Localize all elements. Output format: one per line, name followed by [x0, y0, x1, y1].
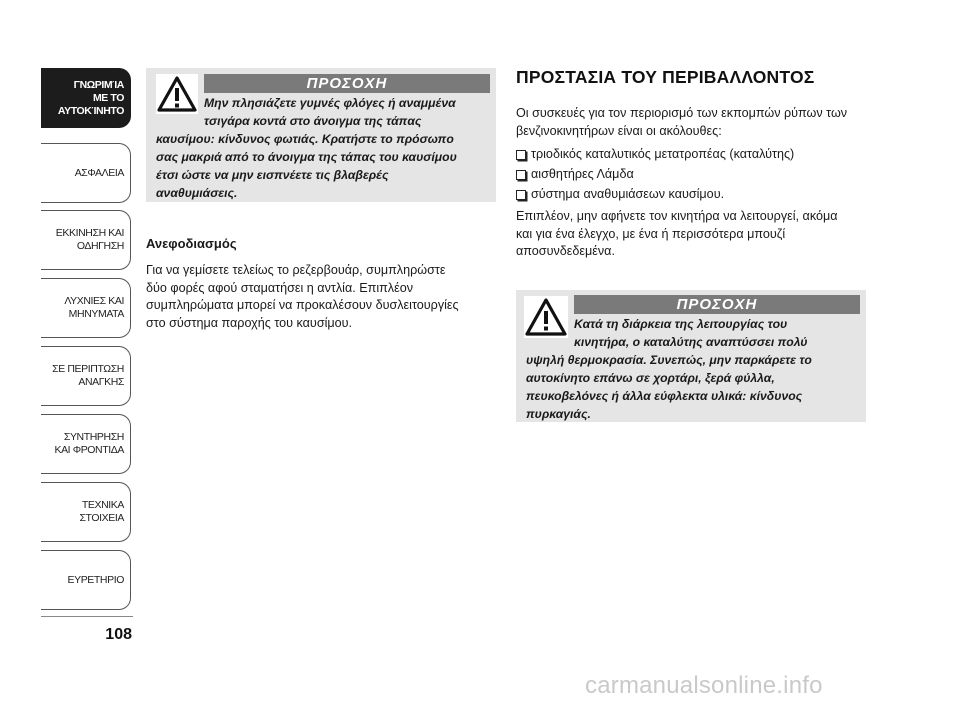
- warning-text: Κατά τη διάρκεια της λειτουργίας του κινητήρα, ο καταλύτης αναπτύσσει πολύ υψηλή θερμοκρασία. Συνεπώς, μην παρκάρετε το αυτοκίνητο επάνω σε χορτάρι, ξερά φύλλα, πευκοβελόνες ή άλλα εύφλεκτα υλικά: κίνδυνος πυρκαγιάς.: [526, 317, 812, 421]
- tab-maintenance[interactable]: ΣΥΝΤΗΡΗΣΗ ΚΑΙ ΦΡΟΝΤΙΔΑ: [41, 414, 131, 474]
- tab-emergency[interactable]: ΣΕ ΠΕΡΙΠΤΩΣΗ ΑΝΑΓΚΗΣ: [41, 346, 131, 406]
- checkbox-bullet-icon: [516, 150, 526, 160]
- page-number: 108: [105, 626, 132, 643]
- watermark: carmanualsonline.info: [585, 672, 823, 699]
- tab-safety[interactable]: ΑΣΦΑΛΕΙΑ: [41, 143, 131, 203]
- tab-technical-data[interactable]: ΤΕΧΝΙΚΑ ΣΤΟΙΧΕΙΑ: [41, 482, 131, 542]
- refuel-heading: Ανεφοδιασμός: [146, 236, 237, 251]
- tab-index[interactable]: ΕΥΡΕΤΗΡΙΟ: [41, 550, 131, 610]
- list-item: τριοδικός καταλυτικός μετατροπέας (καταλύτης): [516, 144, 794, 164]
- list-item: αισθητήρες Λάμδα: [516, 164, 794, 184]
- warning-text: Μην πλησιάζετε γυμνές φλόγες ή αναμμένα τσιγάρα κοντά στο άνοιγμα της τάπας καυσίμου: κίνδυνος φωτιάς. Κρατήστε το πρόσωπο σας μακριά από το άνοιγμα της τάπας του καυσίμου έτσι ώστε να μην εισπνέετε τις βλαβερές αναθυμιάσεις.: [156, 96, 457, 200]
- tab-bottom-divider: [41, 616, 133, 617]
- warning-box-fuel: [146, 68, 496, 202]
- warning-title: ΠΡΟΣΟΧΗ: [574, 295, 860, 314]
- list-item: σύστημα αναθυμιάσεων καυσίμου.: [516, 184, 794, 204]
- section-title: ΠΡΟΣΤΑΣΙΑ ΤΟΥ ΠΕΡΙΒΑΛΛΟΝΤΟΣ: [516, 67, 815, 87]
- emission-devices-list: [516, 144, 794, 204]
- tab-starting-driving[interactable]: ΕΚΚΙΝΗΣΗ ΚΑΙ ΟΔΗΓΗΣΗ: [41, 210, 131, 270]
- env-note: Επιπλέον, μην αφήνετε τον κινητήρα να λειτουργεί, ακόμα και για ένα έλεγχο, με ένα ή περισσότερα μπουζί αποσυνδεδεμένα.: [516, 209, 838, 258]
- warning-title: ΠΡΟΣΟΧΗ: [204, 74, 490, 93]
- checkbox-bullet-icon: [516, 170, 526, 180]
- checkbox-bullet-icon: [516, 190, 526, 200]
- refuel-paragraph: Για να γεμίσετε τελείως το ρεζερβουάρ, συμπληρώστε δύο φορές αφού σταματήσει η αντλία. Επιπλέον συμπληρώματα μπορεί να προκαλέσουν δυσλειτουργίες στο σύστημα παροχής του καυσίμου.: [146, 263, 459, 330]
- warning-box-catalyst: [516, 290, 866, 422]
- env-intro: Οι συσκευές για τον περιορισμό των εκπομπών ρύπων των βενζινοκινητήρων είναι οι ακόλουθες:: [516, 106, 848, 138]
- tab-getting-to-know[interactable]: ΓΝΩΡΙΜΊΑ ΜΕ ΤΟ ΑΥΤΟΚΊΝΗΤΟ: [41, 68, 131, 128]
- tab-warning-lights[interactable]: ΛΥΧΝΙΕΣ ΚΑΙ ΜΗΝΥΜΑΤΑ: [41, 278, 131, 338]
